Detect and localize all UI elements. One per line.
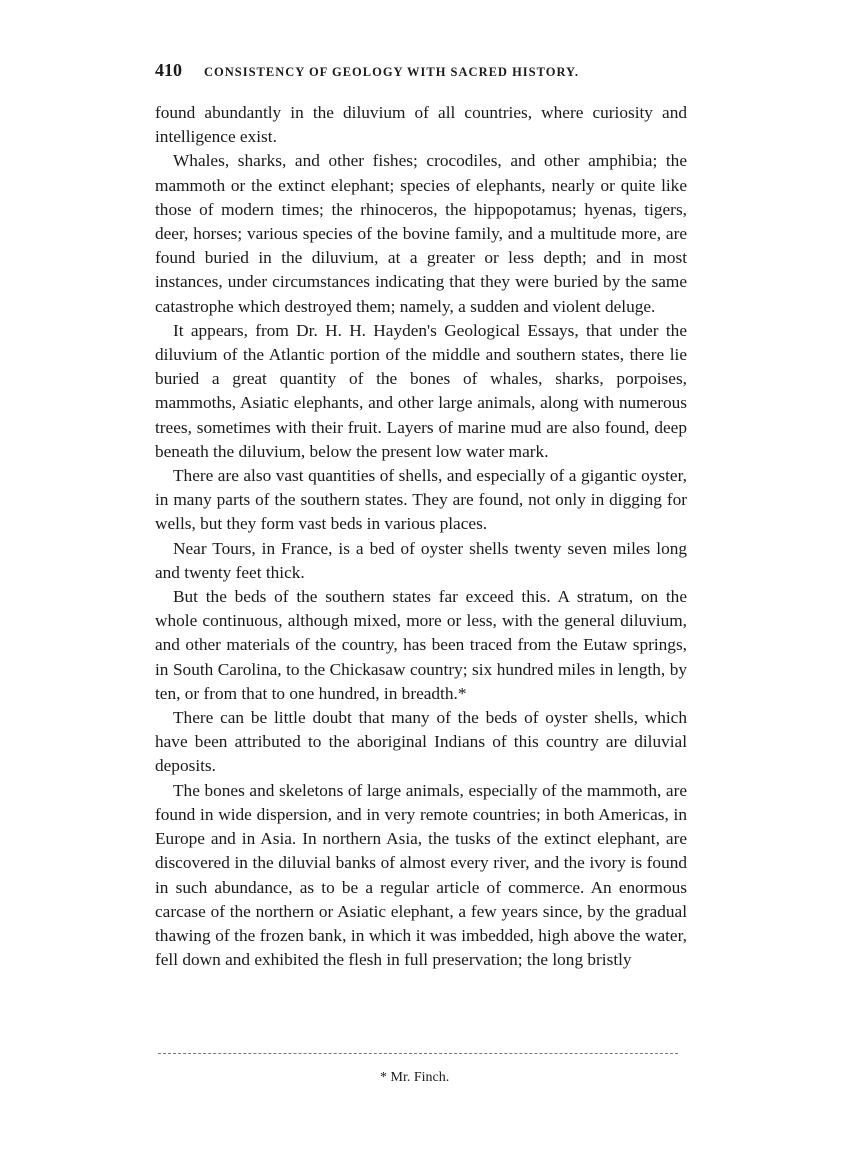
- running-title: CONSISTENCY OF GEOLOGY WITH SACRED HISTORY.: [204, 65, 580, 79]
- paragraph: It appears, from Dr. H. H. Hayden's Geological Essays, that under the diluvium of the Atlantic portion of the middle and southern states, there lie buried a great quantity of the bones of whales, sharks, porpoises, mammoths, Asiatic elephants, and other large animals, along with numerous trees, sometimes with their fruit. Layers of marine mud are also found, deep beneath the diluvium, below the present low water mark.: [155, 320, 687, 461]
- footnote-rule: [158, 1053, 678, 1054]
- paragraph: Near Tours, in France, is a bed of oyster shells twenty seven miles long and twenty feet thick.: [155, 538, 687, 582]
- body-text: [155, 101, 687, 972]
- page-header: [155, 60, 685, 84]
- paragraph: There can be little doubt that many of the beds of oyster shells, which have been attributed to the aboriginal Indians of this country are diluvial deposits.: [155, 708, 687, 776]
- page-number: 410: [155, 60, 182, 80]
- paragraph: But the beds of the southern states far exceed this. A stratum, on the whole continuous, although mixed, more or less, with the general diluvium, and other materials of the country, has been traced from the Eutaw springs, in South Carolina, to the Chickasaw country; six hundred miles in length, by ten, or from that to one hundred, in breadth.*: [155, 587, 687, 703]
- paragraph: Whales, sharks, and other fishes; crocodiles, and other amphibia; the mammoth or the extinct elephant; species of elephants, nearly or quite like those of modern times; the rhinoceros, the hippopotamus; hyenas, tigers, deer, horses; various species of the bovine family, and a multitude more, are found buried in the diluvium, at a greater or less depth; and in most instances, under circumstances indicating that they were buried by the same catastrophe which destroyed them; namely, a sudden and violent deluge.: [155, 151, 687, 316]
- paragraph: There are also vast quantities of shells, and especially of a gigantic oyster, in many parts of the southern states. They are found, not only in digging for wells, but they form vast beds in various places.: [155, 466, 687, 534]
- paragraph: found abundantly in the diluvium of all countries, where curiosity and intelligence exist.: [155, 103, 687, 147]
- footnote: * Mr. Finch.: [380, 1070, 450, 1085]
- paragraph: The bones and skeletons of large animals, especially of the mammoth, are found in wide dispersion, and in very remote countries; in both Americas, in Europe and in Asia. In northern Asia, the tusks of the extinct elephant, are discovered in the diluvial banks of almost every river, and the ivory is found in such abundance, as to be a regular article of commerce. An enormous carcase of the northern or Asiatic elephant, a few years since, by the gradual thawing of the frozen bank, in which it was imbedded, high above the water, fell down and exhibited the flesh in full preservation; the long bristly: [155, 780, 687, 970]
